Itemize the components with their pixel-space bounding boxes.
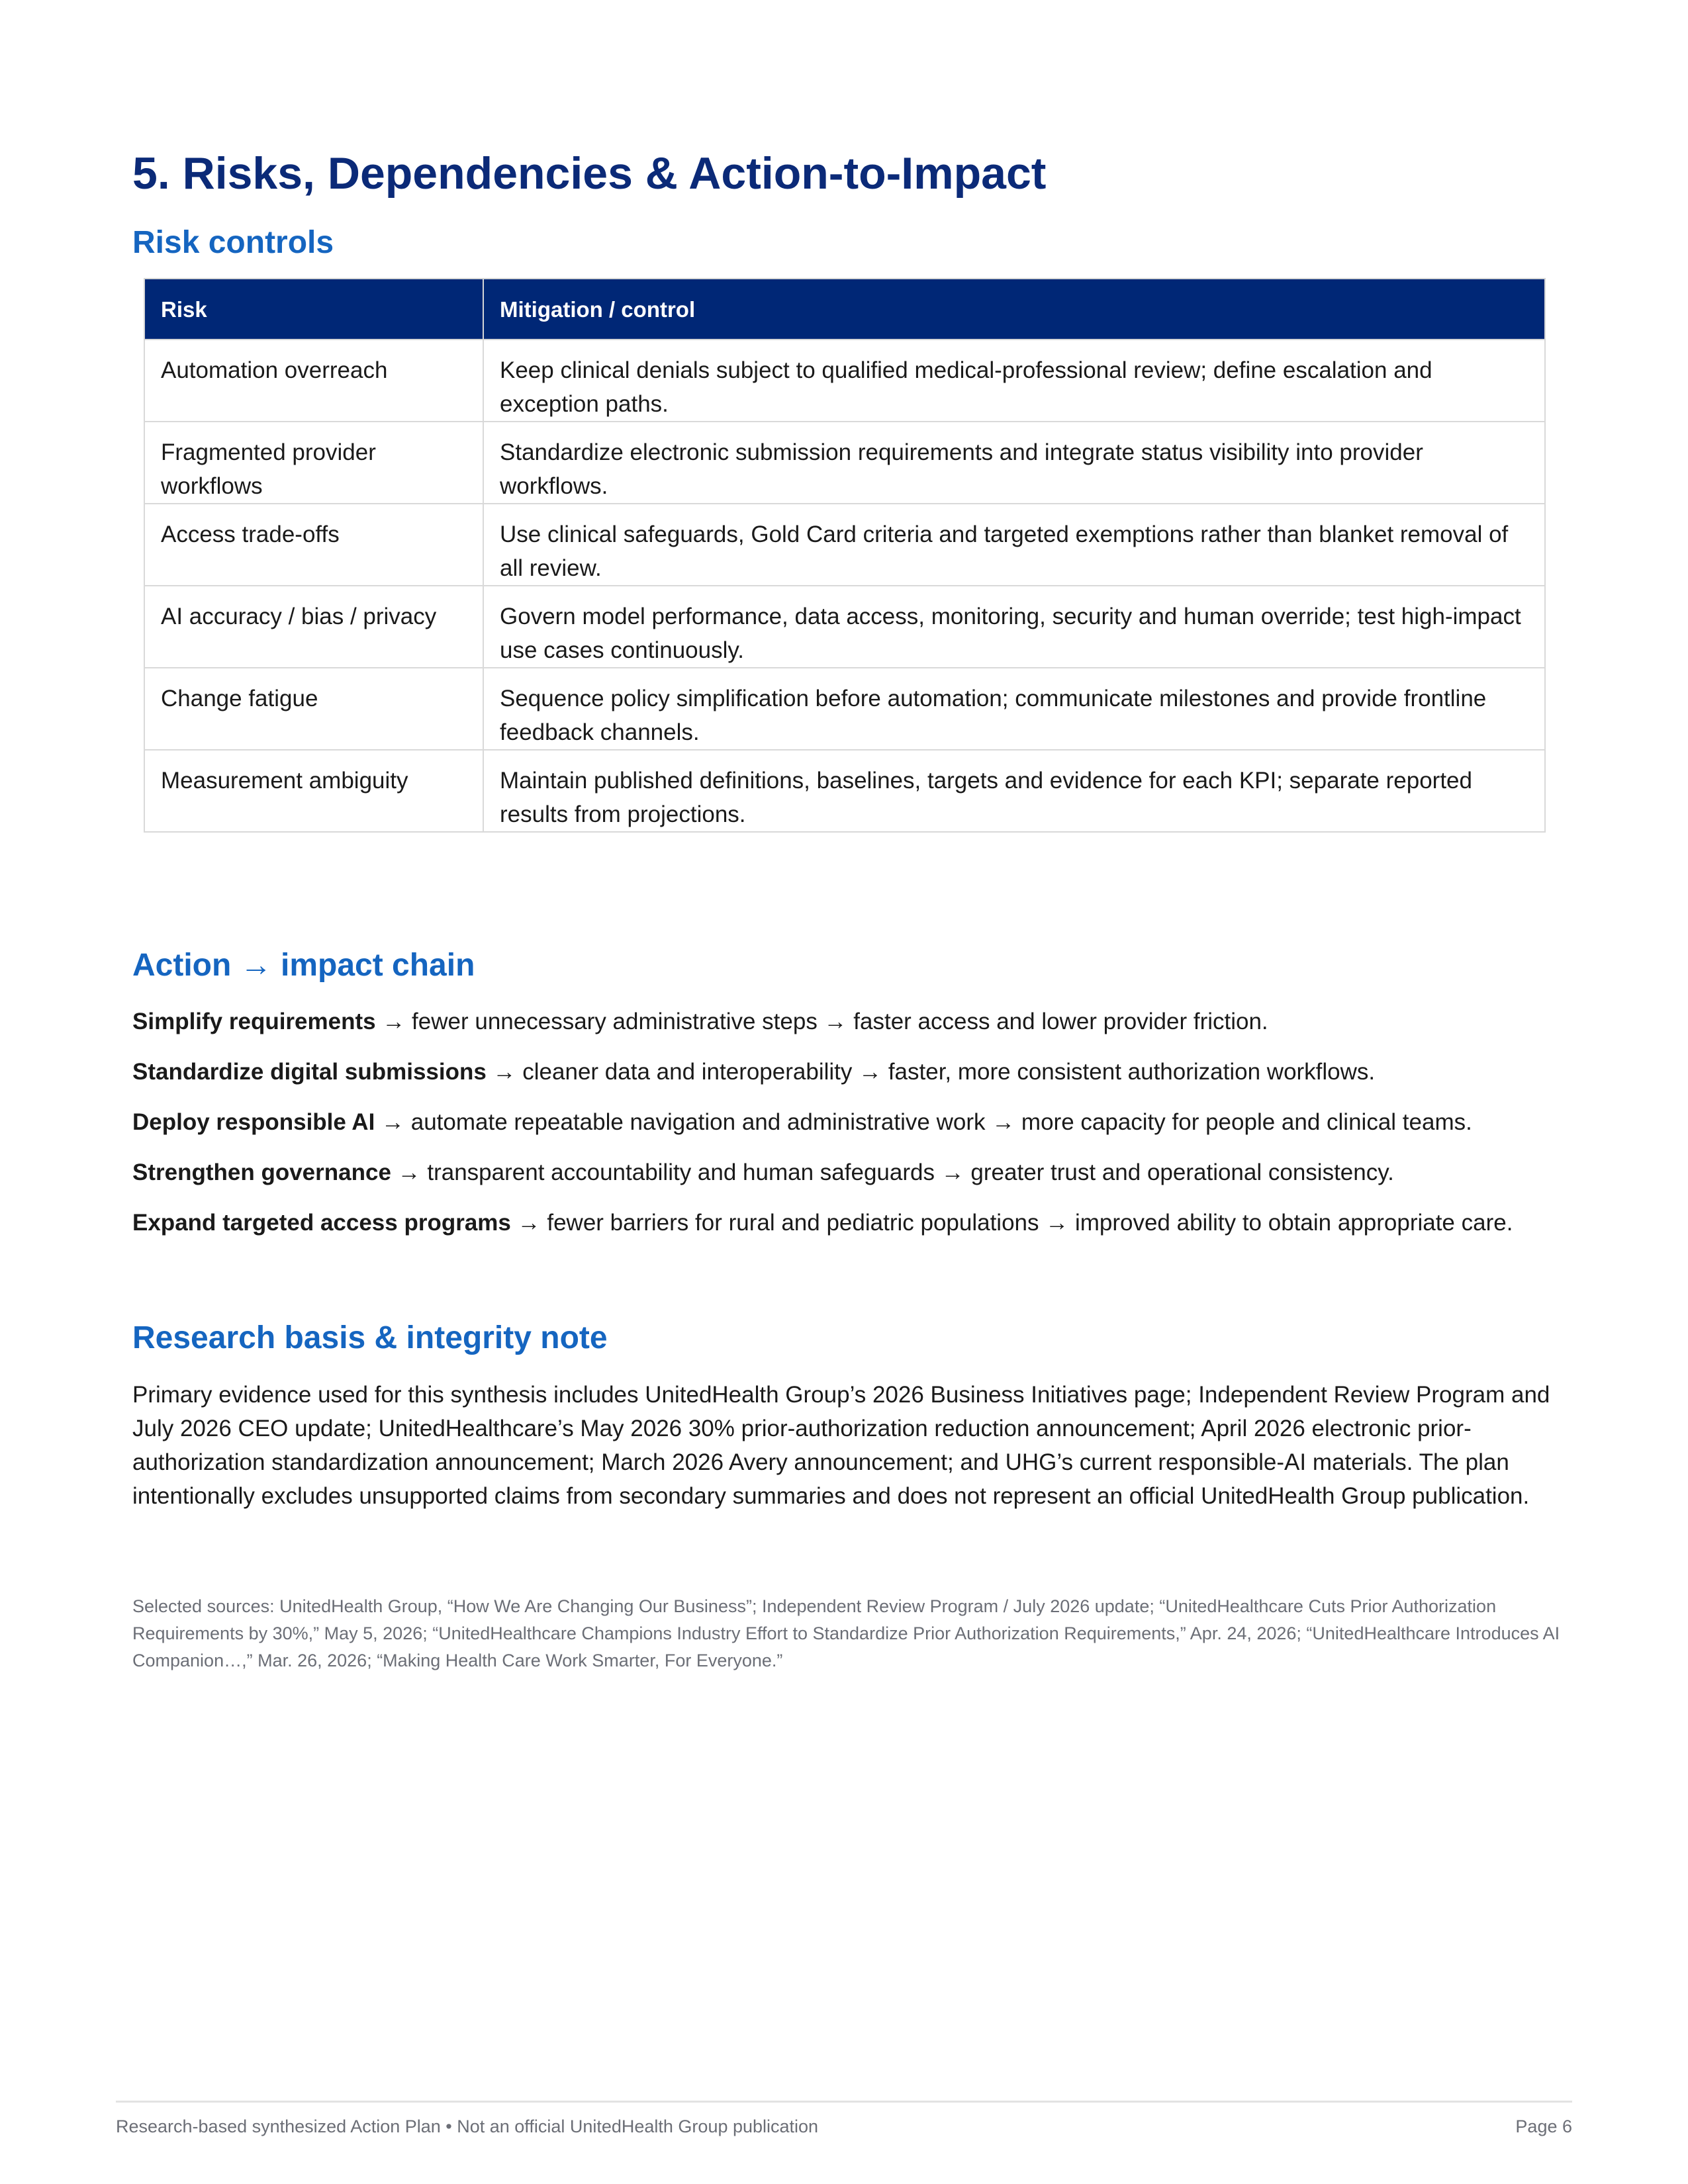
table-row: [144, 504, 1545, 586]
column-header-risk: Risk: [144, 279, 483, 340]
page-title: 5. Risks, Dependencies & Action-to-Impact: [132, 148, 1047, 199]
chain-item-text: → automate repeatable navigation and administrative work → more capacity for people and clinical teams.: [375, 1109, 1472, 1135]
risk-cell: Measurement ambiguity: [144, 750, 483, 832]
chain-item: [132, 1005, 1556, 1038]
mitigation-cell: Maintain published definitions, baselines, targets and evidence for each KPI; separate reported results from projections.: [483, 750, 1545, 832]
mitigation-cell: Standardize electronic submission requirements and integrate status visibility into provider workflows.: [483, 422, 1545, 504]
chain-item-text: → transparent accountability and human safeguards → greater trust and operational consistency.: [391, 1160, 1394, 1185]
table-row: [144, 422, 1545, 504]
risk-cell: Automation overreach: [144, 340, 483, 422]
risk-cell: Access trade-offs: [144, 504, 483, 586]
chain-item-lead: Expand targeted access programs: [132, 1210, 511, 1236]
chain-item: [132, 1105, 1556, 1139]
risk-cell: Fragmented provider workflows: [144, 422, 483, 504]
risk-controls-table: [144, 278, 1546, 833]
risk-controls-heading: Risk controls: [132, 225, 334, 260]
table-row: [144, 340, 1545, 422]
chain-item-text: → fewer barriers for rural and pediatric populations → improved ability to obtain appropriate care.: [510, 1210, 1513, 1236]
chain-item: [132, 1156, 1556, 1189]
action-chain-heading: Action → impact chain: [132, 948, 475, 983]
table-row: [144, 750, 1545, 832]
mitigation-cell: Use clinical safeguards, Gold Card criteria and targeted exemptions rather than blanket removal of all review.: [483, 504, 1545, 586]
page-number: Page 6: [1515, 2116, 1572, 2136]
risk-cell: Change fatigue: [144, 668, 483, 750]
mitigation-cell: Sequence policy simplification before automation; communicate milestones and provide frontline feedback channels.: [483, 668, 1545, 750]
mitigation-cell: Govern model performance, data access, monitoring, security and human override; test high-impact use cases continuously.: [483, 586, 1545, 668]
chain-item-text: → cleaner data and interoperability → faster, more consistent authorization workflows.: [486, 1059, 1376, 1085]
mitigation-cell: Keep clinical denials subject to qualified medical-professional review; define escalation and exception paths.: [483, 340, 1545, 422]
research-heading: Research basis & integrity note: [132, 1320, 608, 1355]
chain-item-lead: Standardize digital submissions: [132, 1059, 487, 1085]
chain-item-lead: Simplify requirements: [132, 1009, 376, 1034]
footer-divider: [116, 2101, 1572, 2103]
chain-item-text: → fewer unnecessary administrative steps → faster access and lower provider friction.: [375, 1009, 1268, 1034]
chain-item: [132, 1206, 1556, 1240]
sources-note: Selected sources: UnitedHealth Group, “How We Are Changing Our Business”; Independent Review Program / July 2026 update; “UnitedHealthcare Cuts Prior Authorization Requirements by 30%,” May 5, 2026; “UnitedHealthcare Champions Industry Effort to Standardize Prior Authorization Requirements,” Apr. 24, 2026; “UnitedHealthcare Introduces AI Companion…,” Mar. 26, 2026; “Making Health Care Work Smarter, For Everyone.”: [132, 1596, 1560, 1670]
footer-disclaimer: Research-based synthesized Action Plan • Not an official UnitedHealth Group publication: [116, 2116, 819, 2136]
chain-item-lead: Strengthen governance: [132, 1160, 391, 1185]
column-header-mitigation: Mitigation / control: [483, 279, 1545, 340]
table-row: [144, 668, 1545, 750]
table-header-row: [144, 279, 1545, 340]
chain-item-lead: Deploy responsible AI: [132, 1109, 375, 1135]
risk-cell: AI accuracy / bias / privacy: [144, 586, 483, 668]
research-body: Primary evidence used for this synthesis includes UnitedHealth Group’s 2026 Business Initiatives page; Independent Review Program and July 2026 CEO update; UnitedHealthcare’s May 2026 30% prior-authorization reduction announcement; April 2026 electronic prior-authorization standardization announcement; March 2026 Avery announcement; and UHG’s current responsible-AI materials. The plan intentionally excludes unsupported claims from secondary summaries and does not represent an official UnitedHealth Group publication.: [132, 1382, 1550, 1509]
chain-item: [132, 1055, 1556, 1089]
table-row: [144, 586, 1545, 668]
